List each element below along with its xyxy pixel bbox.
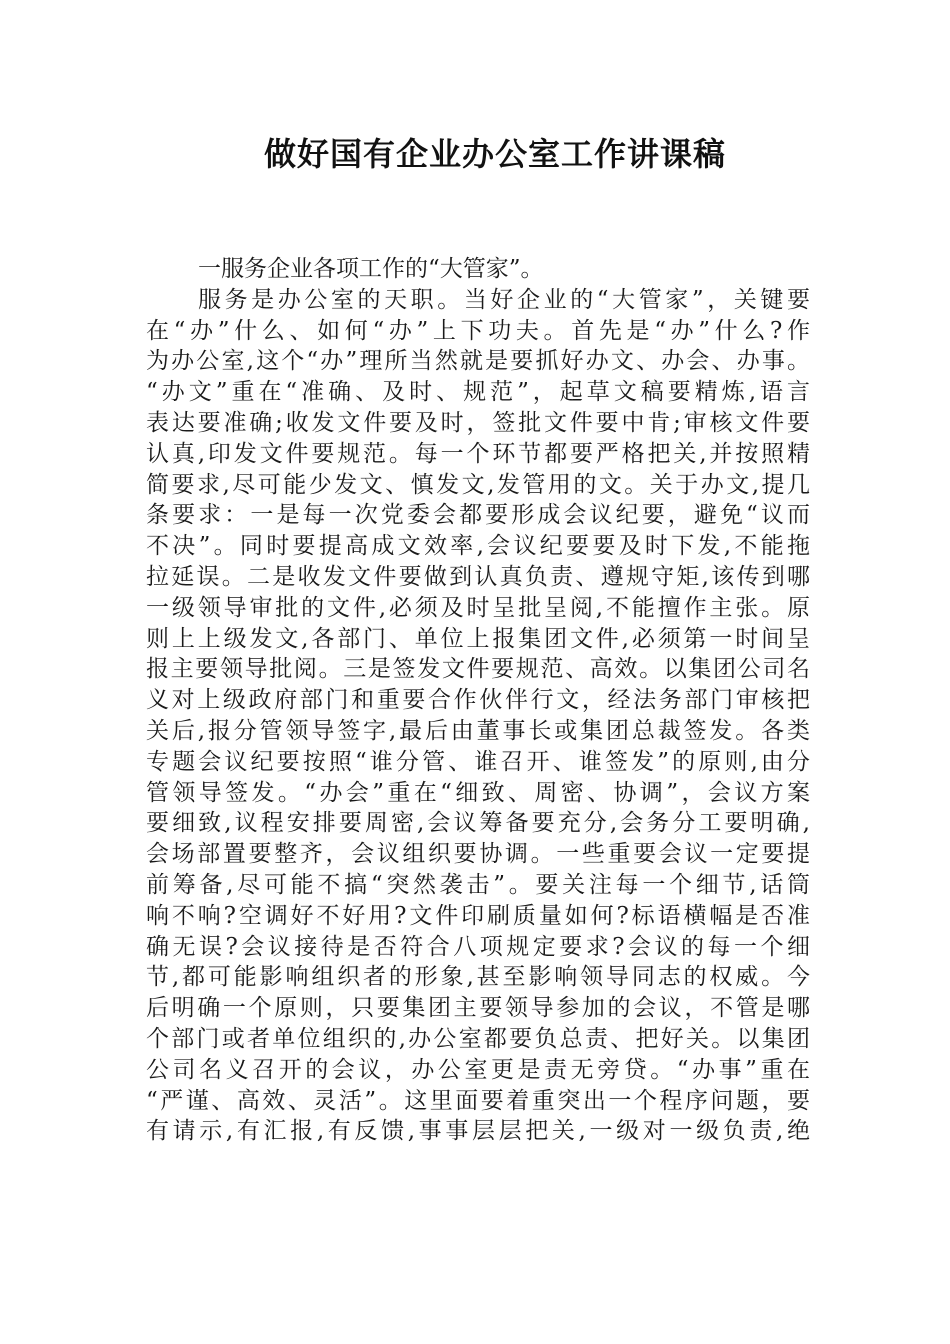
body-line: “办文”重在“准确、及时、规范”，起草文稿要精炼,语言 xyxy=(146,379,810,406)
body-line: 后明确一个原则，只要集团主要领导参加的会议，不管是哪 xyxy=(146,995,810,1022)
body-line: 确无误?会议接待是否符合八项规定要求?会议的每一个细 xyxy=(146,933,810,960)
body-line: 响不响?空调好不好用?文件印刷质量如何?标语横幅是否准 xyxy=(146,902,810,929)
body-line: 在“办”什么、如何“办”上下功夫。首先是“办”什么?作 xyxy=(146,317,810,344)
body-line: 公司名义召开的会议，办公室更是责无旁贷。“办事”重在 xyxy=(146,1056,810,1083)
body-line: 关后,报分管领导签字,最后由董事长或集团总裁签发。各类 xyxy=(146,717,810,744)
body-line: 管领导签发。“办会”重在“细致、周密、协调”，会议方案 xyxy=(146,779,810,806)
body-line: 个部门或者单位组织的,办公室都要负总责、把好关。以集团 xyxy=(146,1025,810,1052)
body-line: 为办公室,这个“办”理所当然就是要抓好办文、办会、办事。 xyxy=(146,348,810,375)
body-line: “严谨、高效、灵活”。这里面要着重突出一个程序问题，要 xyxy=(146,1087,810,1114)
document-title: 做好国有企业办公室工作讲课稿 xyxy=(263,135,726,173)
body-line: 前筹备,尽可能不搞“突然袭击”。要关注每一个细节,话筒 xyxy=(146,871,810,898)
body-line: 不决”。同时要提高成文效率,会议纪要要及时下发,不能拖 xyxy=(146,533,810,560)
body-line: 条要求：一是每一次党委会都要形成会议纪要，避免“议而 xyxy=(146,502,810,529)
body-line: 会场部置要整齐，会议组织要协调。一些重要会议一定要提 xyxy=(146,841,810,868)
body-line: 一级领导审批的文件,必须及时呈批呈阅,不能擅作主张。原 xyxy=(146,594,810,621)
body-line: 义对上级政府部门和重要合作伙伴行文，经法务部门审核把 xyxy=(146,687,810,714)
body-line: 则上上级发文,各部门、单位上报集团文件,必须第一时间呈 xyxy=(146,625,810,652)
body-line: 表达要准确;收发文件要及时，签批文件要中肯;审核文件要 xyxy=(146,409,810,436)
document-body xyxy=(146,254,810,1147)
body-line: 节,都可能影响组织者的形象,甚至影响领导同志的权威。今 xyxy=(146,964,810,991)
body-line: 报主要领导批阅。三是签发文件要规范、高效。以集团公司名 xyxy=(146,656,810,683)
body-line: 专题会议纪要按照“谁分管、谁召开、谁签发”的原则,由分 xyxy=(146,748,810,775)
body-line: 一服务企业各项工作的“大管家”。 xyxy=(198,256,544,282)
body-line: 简要求,尽可能少发文、慎发文,发管用的文。关于办文,提几 xyxy=(146,471,810,498)
body-line: 拉延误。二是收发文件要做到认真负责、遵规守矩,该传到哪 xyxy=(146,563,810,590)
body-line: 服务是办公室的天职。当好企业的“大管家”，关键要 xyxy=(198,286,810,313)
body-line: 要细致,议程安排要周密,会议筹备要充分,会务分工要明确, xyxy=(146,810,810,837)
body-line: 认真,印发文件要规范。每一个环节都要严格把关,并按照精 xyxy=(146,440,810,467)
body-line: 有请示,有汇报,有反馈,事事层层把关,一级对一级负责,绝 xyxy=(146,1118,810,1145)
